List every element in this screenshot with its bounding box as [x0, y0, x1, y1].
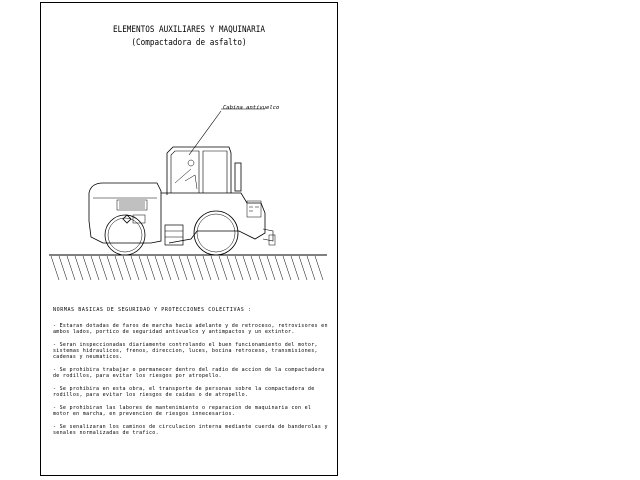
exhaust-pipe — [235, 163, 241, 191]
sheet-title: ELEMENTOS AUXILIARES Y MAQUINARIA — [112, 25, 265, 35]
vent-grille — [117, 200, 147, 210]
norms-title: NORMAS BASICAS DE SEGURIDAD Y PROTECCIONES COLECTIVAS : — [53, 307, 252, 313]
front-drum — [194, 211, 238, 255]
list-item: - Se prohibira trabajar o permanecer dentro del radio de accion de la compactadora de rodillos, para evitar los riesgos por atropello. — [53, 367, 325, 379]
norms-list — [53, 323, 329, 443]
list-item: - Estaran dotadas de faros de marcha hacia adelante y de retroceso, retrovisores en ambos lados, portico de seguridad antivuelco y antimpactos y un extintor. — [53, 323, 328, 335]
badge-diamond — [123, 215, 131, 223]
list-item: - Se prohibiran las labores de mantenimiento o reparacion de maquinaria con el motor en marcha, en prevencion de riesgos innecesarios. — [53, 405, 312, 417]
callout-label: Cabina antivuelco — [223, 105, 280, 111]
list-item: - Se prohibira en esta obra, el transporte de personas sobre la compactadora de rodillos, para evitar los riesgos de caidas o de atropello. — [53, 386, 315, 398]
compactor-drawing — [41, 3, 339, 303]
list-item: - Se senalizaran los caminos de circulacion interna mediante cuerda de banderolas y senales normalizadas de trafico. — [53, 424, 328, 436]
front-frame — [161, 193, 265, 243]
cab-rops — [167, 147, 231, 195]
ground-hatch — [51, 256, 323, 280]
sheet-subtitle: (Compactadora de asfalto) — [131, 38, 247, 48]
drawing-sheet — [40, 2, 338, 476]
list-item: - Seran inspeccionadas diariamente controlando el buen funcionamiento del motor, sistemas hidraulicos, frenos, direccion, luces, bocina retroceso, transmisiones, cadenas y neumaticos. — [53, 342, 318, 360]
callout-leader — [189, 111, 221, 155]
engine-body — [89, 183, 161, 243]
